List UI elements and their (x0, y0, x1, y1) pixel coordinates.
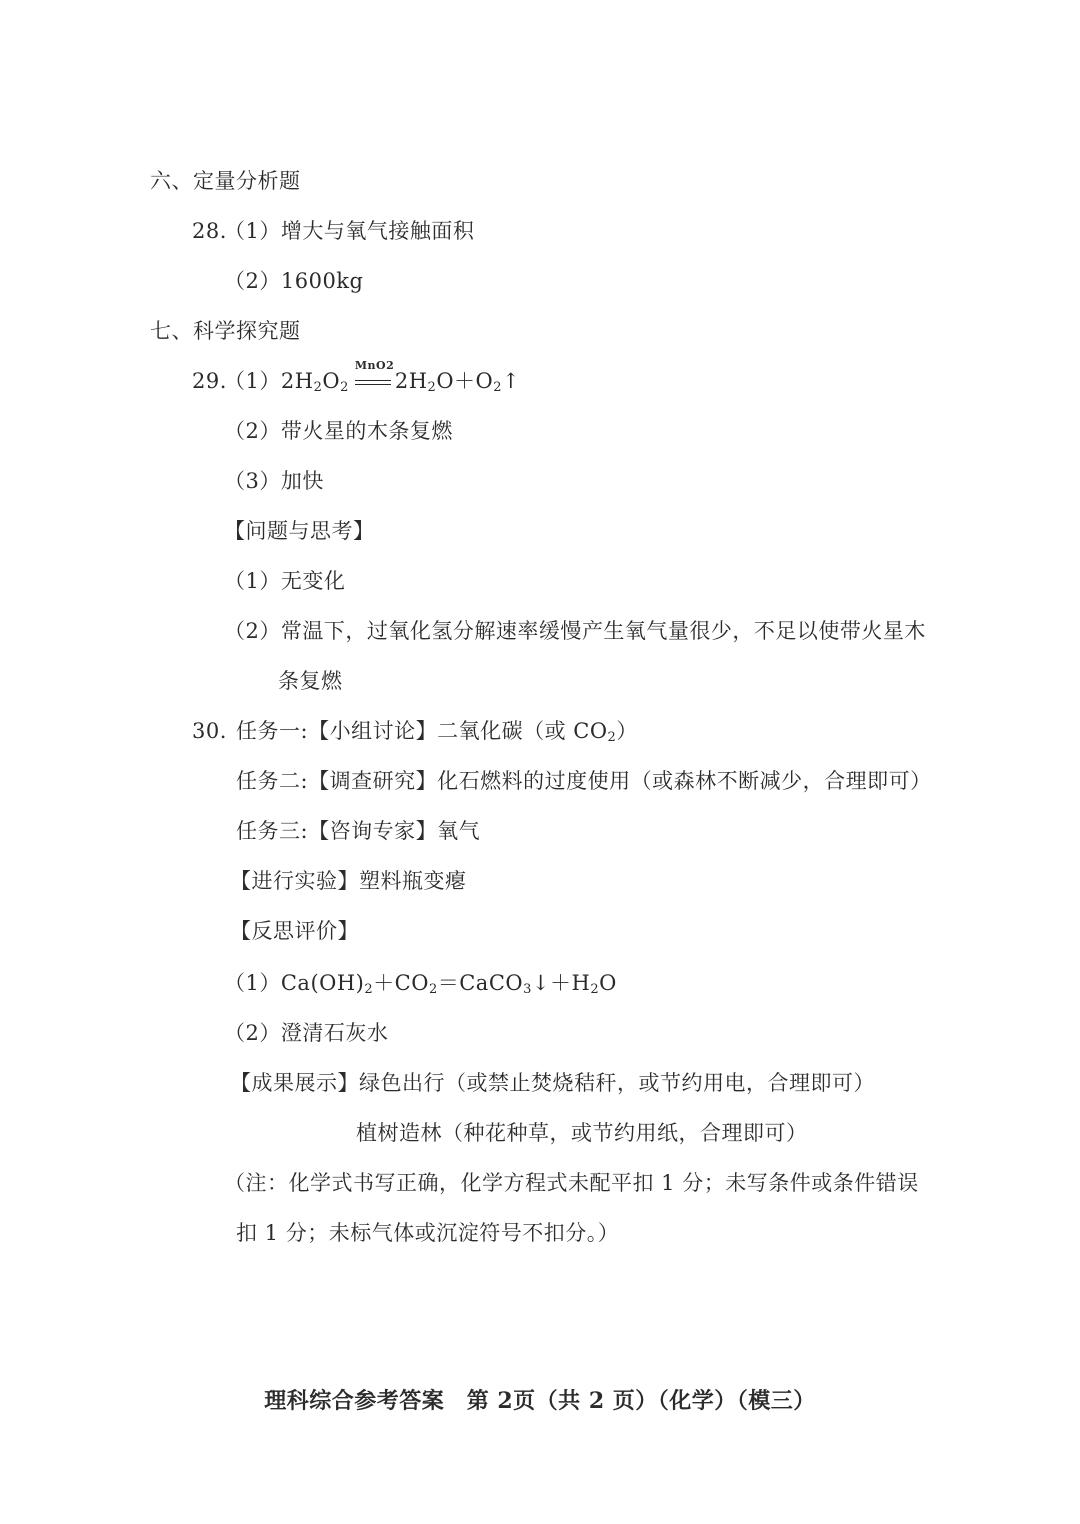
q29-answer-1-equation: $(1)2H_2O_2$ MnO2 $2H_2O+O_2↑$ (224, 358, 521, 395)
note-line2: 扣 1 分；未标气体或沉淀符号不扣分。） (236, 1221, 620, 1245)
q29-answer-2: （2）带火星的木条复燃 (224, 419, 453, 443)
q30-reflect-title: 【反思评价】 (230, 919, 359, 943)
q29-think-title: 【问题与思考】 (224, 519, 375, 543)
q29-answer-3: （3）加快 (224, 469, 324, 493)
q30-experiment: 【进行实验】塑料瓶变瘪 (230, 869, 467, 893)
reaction-condition: MnO2 (355, 374, 391, 392)
q29-think-1: （1）无变化 (224, 569, 346, 593)
q30-reflect-1-equation: $(1)Ca(OH)_2+CO_2=CaCO_3↓+H_2O$ (224, 971, 617, 997)
q30-number: 30. (192, 719, 227, 743)
q30-task-1: 任务一:【小组讨论】二氧化碳（或 $CO_2$） (236, 719, 638, 745)
q28-answer-2: （2）1600kg (224, 269, 364, 293)
section6-title: 六、定量分析题 (150, 169, 301, 193)
q29-think-2-line2: 条复燃 (278, 669, 343, 693)
q28-number: 28. (192, 219, 227, 243)
gas-arrow-icon: ↑ (502, 369, 521, 393)
q30-result-line1: 【成果展示】绿色出行（或禁止焚烧秸秆，或节约用电，合理即可） (230, 1071, 875, 1095)
note-line1: （注：化学式书写正确，化学方程式未配平扣 1 分；未写条件或条件错误 (224, 1171, 919, 1195)
q30-reflect-2: （2）澄清石灰水 (224, 1021, 389, 1045)
section7-title: 七、科学探究题 (150, 319, 301, 343)
page-footer: 理科综合参考答案 第 2页（共 2 页）（化学）（模三） (264, 1388, 816, 1414)
q30-task-3: 任务三:【咨询专家】氧气 (236, 819, 481, 843)
q30-result-line2: 植树造林（种花种草，或节约用纸，合理即可） (356, 1121, 808, 1145)
q30-task-2: 任务二:【调查研究】化石燃料的过度使用（或森林不断减少，合理即可） (236, 769, 932, 793)
q29-number: 29. (192, 369, 227, 393)
q28-answer-1: （1）增大与氧气接触面积 (224, 219, 475, 243)
q29-think-2-line1: （2）常温下，过氧化氢分解速率缓慢产生氧气量很少，不足以使带火星木 (224, 619, 926, 643)
